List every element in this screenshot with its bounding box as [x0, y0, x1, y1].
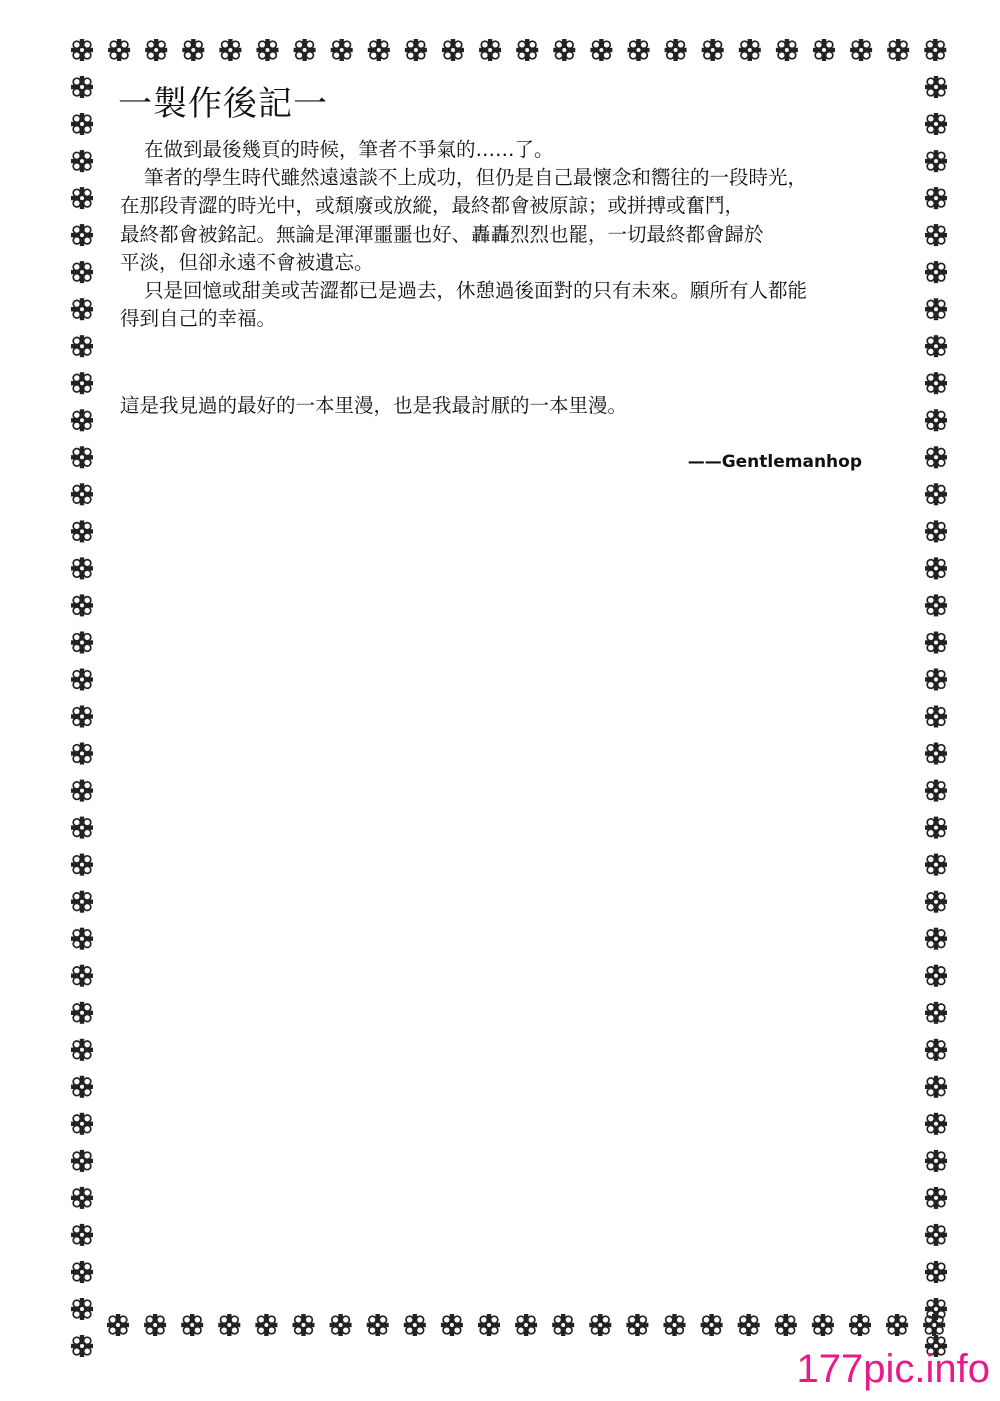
flower-ornament-icon — [71, 1002, 93, 1024]
flower-ornament-icon — [71, 520, 93, 542]
flower-ornament-icon — [71, 632, 93, 654]
flower-ornament-icon — [71, 261, 93, 283]
flower-ornament-icon — [71, 1335, 93, 1357]
flower-ornament-icon — [478, 1314, 500, 1336]
flower-ornament-icon — [479, 39, 501, 61]
paragraph-line: 只是回憶或甜美或苦澀都已是過去，休憩過後面對的只有未來。願所有人都能 — [144, 279, 808, 303]
flower-ornament-icon — [925, 76, 947, 98]
flower-ornament-icon — [813, 39, 835, 61]
flower-ornament-icon — [71, 224, 93, 246]
flower-ornament-icon — [218, 1314, 240, 1336]
flower-ornament-icon — [71, 1298, 93, 1320]
flower-ornament-icon — [71, 1150, 93, 1172]
flower-ornament-icon — [925, 632, 947, 654]
paragraph-line: 在那段青澀的時光中，或頹廢或放縱，最終都會被原諒；或拼搏或奮鬥， — [120, 194, 745, 218]
flower-ornament-icon — [182, 39, 204, 61]
flower-ornament-icon — [71, 1113, 93, 1135]
flower-ornament-icon — [925, 1002, 947, 1024]
flower-ornament-icon — [925, 150, 947, 172]
flower-ornament-icon — [71, 817, 93, 839]
flower-ornament-icon — [925, 298, 947, 320]
paragraph-line: 最終都會被銘記。無論是渾渾噩噩也好、轟轟烈烈也罷，一切最終都會歸於 — [120, 222, 764, 246]
flower-ornament-icon — [145, 39, 167, 61]
flower-ornament-icon — [71, 706, 93, 728]
flower-ornament-icon — [701, 1314, 723, 1336]
flower-ornament-icon — [71, 187, 93, 209]
flower-ornament-icon — [925, 1150, 947, 1172]
flower-ornament-icon — [925, 817, 947, 839]
flower-ornament-icon — [925, 1113, 947, 1135]
page-title: 一製作後記一 — [118, 84, 328, 124]
flower-ornament-icon — [330, 1314, 352, 1336]
flower-ornament-icon — [886, 1314, 908, 1336]
flower-ornament-icon — [925, 372, 947, 394]
flower-ornament-icon — [71, 780, 93, 802]
flower-ornament-icon — [887, 39, 909, 61]
flower-ornament-icon — [925, 594, 947, 616]
flower-ornament-icon — [257, 39, 279, 61]
flower-ornament-icon — [293, 1314, 315, 1336]
flower-ornament-icon — [71, 298, 93, 320]
flower-ornament-icon — [925, 1298, 947, 1320]
flower-ornament-icon — [71, 557, 93, 579]
flower-ornament-icon — [626, 1314, 648, 1336]
flower-ornament-icon — [925, 113, 947, 135]
flower-ornament-icon — [405, 39, 427, 61]
flower-ornament-icon — [71, 669, 93, 691]
flower-ornament-icon — [925, 557, 947, 579]
flower-ornament-icon — [367, 1314, 389, 1336]
flower-ornament-icon — [71, 372, 93, 394]
flower-ornament-icon — [71, 965, 93, 987]
quote-text: 這是我見過的最好的一本里漫，也是我最討厭的一本里漫。 — [120, 394, 628, 417]
paragraph-line: 平淡，但卻永遠不會被遺忘。 — [120, 250, 374, 274]
flower-ornament-icon — [71, 335, 93, 357]
flower-ornament-icon — [925, 261, 947, 283]
flower-ornament-icon — [71, 854, 93, 876]
flower-ornament-icon — [925, 1224, 947, 1246]
flower-ornament-icon — [924, 39, 946, 61]
flower-ornament-icon — [628, 39, 650, 61]
flower-ornament-icon — [331, 39, 353, 61]
flower-ornament-icon — [849, 1314, 871, 1336]
flower-ornament-icon — [925, 1076, 947, 1098]
flower-ornament-icon — [71, 113, 93, 135]
paragraph-line: 在做到最後幾頁的時候，筆者不爭氣的……了。 — [144, 138, 554, 161]
flower-ornament-icon — [925, 780, 947, 802]
flower-ornament-icon — [925, 928, 947, 950]
flower-ornament-icon — [71, 446, 93, 468]
flower-ornament-icon — [71, 76, 93, 98]
flower-ornament-icon — [442, 39, 464, 61]
flower-ornament-icon — [665, 39, 687, 61]
flower-ornament-icon — [925, 854, 947, 876]
flower-ornament-icon — [776, 39, 798, 61]
paragraph-line: 得到自己的幸福。 — [120, 307, 277, 331]
flower-ornament-icon — [738, 1314, 760, 1336]
flower-ornament-icon — [702, 39, 724, 61]
watermark: 177pic.info — [796, 1347, 990, 1391]
flower-ornament-icon — [441, 1314, 463, 1336]
flower-ornament-icon — [925, 743, 947, 765]
flower-ornament-icon — [925, 1039, 947, 1061]
flower-ornament-icon — [71, 409, 93, 431]
flower-ornament-icon — [108, 39, 130, 61]
flower-ornament-icon — [71, 39, 93, 61]
flower-ornament-icon — [107, 1314, 129, 1336]
flower-ornament-icon — [71, 1224, 93, 1246]
flower-ornament-icon — [925, 187, 947, 209]
flower-ornament-icon — [71, 150, 93, 172]
flower-ornament-icon — [144, 1314, 166, 1336]
flower-ornament-icon — [71, 1261, 93, 1283]
flower-ornament-icon — [368, 39, 390, 61]
flower-ornament-icon — [925, 520, 947, 542]
flower-ornament-icon — [71, 594, 93, 616]
flower-ornament-icon — [925, 669, 947, 691]
flower-ornament-icon — [404, 1314, 426, 1336]
flower-ornament-icon — [71, 928, 93, 950]
flower-ornament-icon — [294, 39, 316, 61]
flower-ornament-icon — [925, 483, 947, 505]
flower-ornament-icon — [71, 743, 93, 765]
flower-ornament-icon — [553, 39, 575, 61]
flower-ornament-icon — [925, 965, 947, 987]
flower-ornament-icon — [255, 1314, 277, 1336]
flower-ornament-icon — [552, 1314, 574, 1336]
flower-ornament-icon — [516, 39, 538, 61]
flower-ornament-icon — [219, 39, 241, 61]
flower-ornament-icon — [925, 335, 947, 357]
flower-ornament-icon — [181, 1314, 203, 1336]
flower-ornament-icon — [775, 1314, 797, 1336]
flower-ornament-icon — [925, 1261, 947, 1283]
flower-ornament-icon — [71, 1076, 93, 1098]
flower-ornament-icon — [739, 39, 761, 61]
flower-ornament-icon — [850, 39, 872, 61]
flower-ornament-icon — [71, 1039, 93, 1061]
flower-ornament-icon — [71, 891, 93, 913]
flower-ornament-icon — [589, 1314, 611, 1336]
flower-ornament-icon — [925, 409, 947, 431]
flower-ornament-icon — [71, 1187, 93, 1209]
flower-ornament-icon — [925, 1187, 947, 1209]
flower-ornament-icon — [590, 39, 612, 61]
flower-ornament-icon — [812, 1314, 834, 1336]
flower-ornament-icon — [71, 483, 93, 505]
paragraph-line: 筆者的學生時代雖然遠遠談不上成功，但仍是自己最懷念和嚮往的一段時光， — [144, 166, 808, 190]
flower-ornament-icon — [925, 224, 947, 246]
flower-ornament-icon — [925, 706, 947, 728]
flower-ornament-icon — [925, 446, 947, 468]
afterword-paragraph — [120, 136, 920, 333]
flower-ornament-icon — [925, 891, 947, 913]
signature: ——Gentlemanhop — [687, 452, 862, 472]
flower-ornament-icon — [664, 1314, 686, 1336]
flower-ornament-icon — [515, 1314, 537, 1336]
